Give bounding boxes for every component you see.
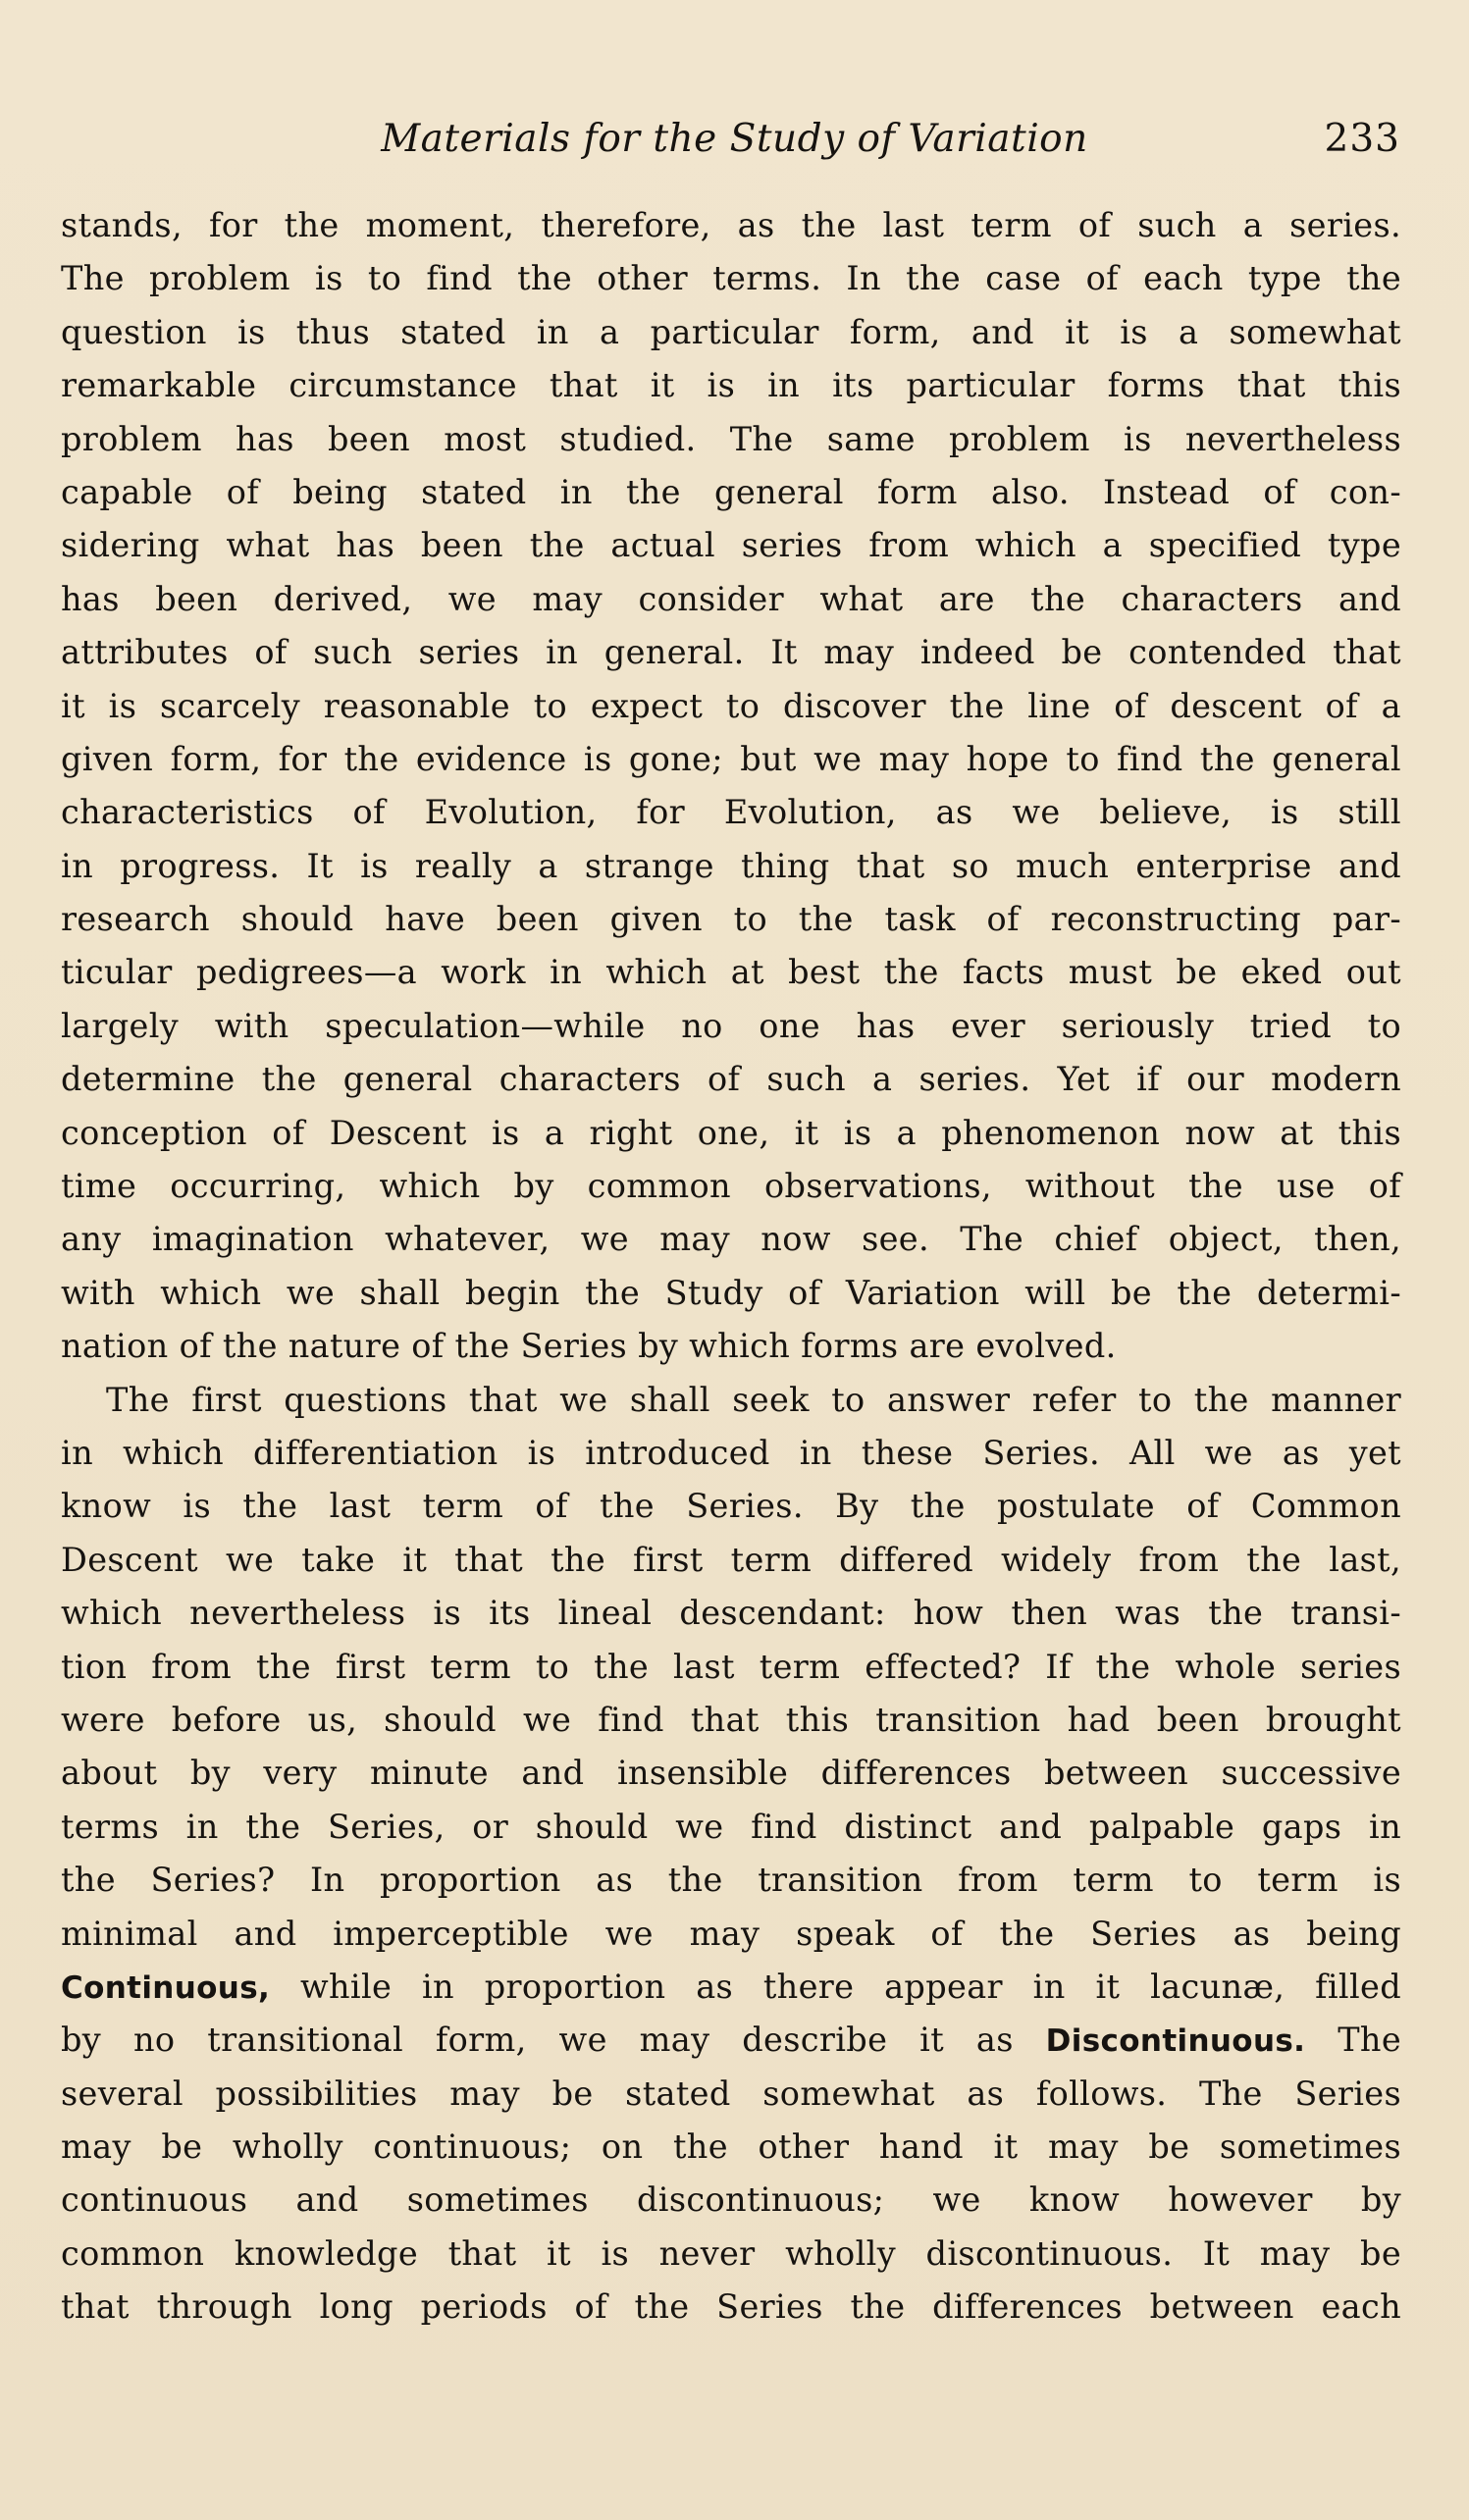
text-line: in progress. It is really a strange thing that so much enterprise and xyxy=(61,846,1401,885)
text-line: stands, for the moment, therefore, as the last term of such a series. xyxy=(61,206,1401,244)
page-number: 233 xyxy=(1324,117,1400,161)
paragraph-1 xyxy=(61,199,1401,1374)
text-line: may be wholly continuous; on the other hand it may be sometimes xyxy=(61,2127,1401,2167)
text-line: The first questions that we shall seek to answer refer to the manner xyxy=(106,1380,1401,1419)
text-line: given form, for the evidence is gone; but we may hope to find the general xyxy=(61,739,1401,778)
text-line: minimal and imperceptible we may speak of the Series as being xyxy=(61,1914,1401,1953)
running-head xyxy=(0,110,1469,169)
text-line: question is thus stated in a particular form, and it is a somewhat xyxy=(61,312,1401,351)
text-line: tion from the first term to the last term effected? If the whole series xyxy=(61,1647,1401,1686)
text-line: determine the general characters of such a series. Yet if our modern xyxy=(61,1060,1401,1099)
text-line: in which differentiation is introduced in these Series. All we as yet xyxy=(61,1433,1401,1472)
text-line: the Series? In proportion as the transition from term to term is xyxy=(61,1861,1401,1900)
text-line: know is the last term of the Series. By the postulate of Common xyxy=(61,1487,1401,1526)
text-line: sidering what has been the actual series from which a specified type xyxy=(61,526,1401,565)
text-line: problem has been most studied. The same problem is nevertheless xyxy=(61,419,1401,458)
text-line: any imagination whatever, we may now see. The chief object, then, xyxy=(61,1220,1401,1259)
text-run: by no transitional form, we may describe it as xyxy=(61,2021,1046,2060)
text-line: it is scarcely reasonable to expect to discover the line of descent of a xyxy=(61,686,1401,725)
text-line: continuous and sometimes discontinuous; we know however by xyxy=(61,2180,1401,2220)
text-line: Descent we take it that the first term differed widely from the last, xyxy=(61,1540,1401,1579)
text-line: common knowledge that it is never wholly discontinuous. It may be xyxy=(61,2233,1401,2273)
text-line: were before us, should we find that this transition had been brought xyxy=(61,1700,1401,1739)
body-text xyxy=(61,199,1401,2335)
term-continuous: Continuous, xyxy=(61,1969,271,2006)
text-line: The problem is to find the other terms. In the case of each type the xyxy=(61,259,1401,298)
text-line: which nevertheless is its lineal descendant: how then was the transi- xyxy=(61,1594,1401,1633)
text-line: ticular pedigrees—a work in which at best the facts must be eked out xyxy=(61,953,1401,992)
text-line xyxy=(61,2014,1401,2067)
text-run: while in proportion as there appear in it lacunæ, filled xyxy=(270,1967,1401,2006)
text-line: about by very minute and insensible differences between successive xyxy=(61,1754,1401,1793)
paragraph-2 xyxy=(61,1374,1401,2335)
text-line: capable of being stated in the general form also. Instead of con- xyxy=(61,472,1401,511)
text-line: several possibilities may be stated somewhat as follows. The Series xyxy=(61,2074,1401,2113)
text-line: attributes of such series in general. It may indeed be contended that xyxy=(61,633,1401,672)
text-line: terms in the Series, or should we find distinct and palpable gaps in xyxy=(61,1807,1401,1846)
text-run: The xyxy=(1305,2021,1401,2060)
text-line: remarkable circumstance that it is in its particular forms that this xyxy=(61,366,1401,405)
text-line xyxy=(61,1961,1401,2014)
text-line: characteristics of Evolution, for Evolution, as we believe, is still xyxy=(61,793,1401,832)
text-line: research should have been given to the task of reconstructing par- xyxy=(61,900,1401,939)
text-line: that through long periods of the Series the differences between each xyxy=(61,2287,1401,2327)
text-line: has been derived, we may consider what are the characters and xyxy=(61,579,1401,618)
text-line: conception of Descent is a right one, it is a phenomenon now at this xyxy=(61,1113,1401,1152)
text-line: largely with speculation—while no one has ever seriously tried to xyxy=(61,1006,1401,1045)
text-line: time occurring, which by common observations, without the use of xyxy=(61,1167,1401,1206)
running-title: Materials for the Study of Variation xyxy=(381,117,1088,161)
text-line: nation of the nature of the Series by which forms are evolved. xyxy=(61,1327,1117,1366)
text-line: with which we shall begin the Study of Variation will be the determi- xyxy=(61,1273,1401,1312)
term-discontinuous: Discontinuous. xyxy=(1045,2023,1306,2060)
